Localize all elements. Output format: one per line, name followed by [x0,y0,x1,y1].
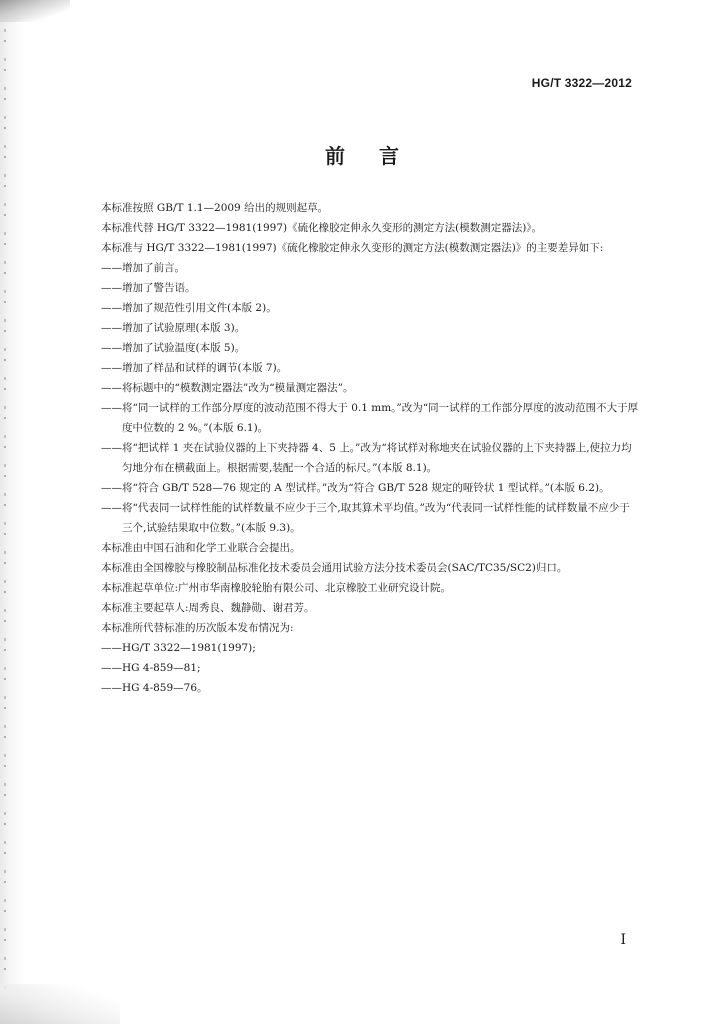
scan-bottom-corner-shadow [0,984,120,1024]
page-number: I [620,932,626,948]
history-item: ——HG 4-859—76。 [101,682,208,694]
page-title: 前言 [325,144,433,168]
change-item: ——将“把试样 1 夹在试验仪器的上下夹持器 4、5 上。”改为“将试样对称地夹在试验仪器的上下夹持器上,使拉力均匀地分布在横截面上。根据需要,装配一个合适的标尺。”(本版 8.1)。 [101,442,632,474]
paragraph-drafters: 本标准主要起草人:周秀良、魏静勋、谢君芳。 [101,602,315,614]
paragraph-drafting-units: 本标准起草单位:广州市华南橡胶轮胎有限公司、北京橡胶工业研究设计院。 [101,582,452,594]
change-item: ——将“符合 GB/T 528—76 规定的 A 型试样。”改为“符合 GB/T 528 规定的哑铃状 1 型试样。”(本版 6.2)。 [101,482,610,494]
change-item: ——增加了试验温度(本版 5)。 [101,342,246,354]
history-item: ——HG 4-859—81; [101,662,201,674]
paragraph-replaces: 本标准代替 HG/T 3322—1981(1997)《硫化橡胶定伸永久变形的测定方法(模数测定器法)》。 [101,222,543,234]
paragraph-responsible-committee: 本标准由全国橡胶与橡胶制品标准化技术委员会通用试验方法分技术委员会(SAC/TC35/SC2)归口。 [101,562,568,574]
change-item: ——将标题中的“模数测定器法”改为“模量测定器法”。 [101,382,354,394]
paragraph-history-intro: 本标准所代替标准的历次版本发布情况为: [101,622,294,634]
change-item: ——将“代表同一试样性能的试样数量不应少于三个,取其算术平均值。”改为“代表同一试样性能的试样数量不应少于三个,试验结果取中位数。”(本版 9.3)。 [101,502,630,534]
change-item: ——增加了前言。 [101,262,185,274]
paragraph-proposer: 本标准由中国石油和化学工业联合会提出。 [101,542,301,554]
change-item: ——增加了样品和试样的调节(本版 7)。 [101,362,288,374]
standard-code-header: HG/T 3322—2012 [531,76,632,90]
scan-top-corner-shadow [0,0,70,22]
change-item: ——将“同一试样的工作部分厚度的波动范围不得大于 0.1 mm。”改为“同一试样的工作部分厚度的波动范围不大于厚度中位数的 2 %。”(本版 6.1)。 [101,402,639,434]
paragraph-drafting-rules: 本标准按照 GB/T 1.1—2009 给出的规则起草。 [101,202,329,214]
foreword-body [80,198,640,698]
change-item: ——增加了警告语。 [101,282,196,294]
history-item: ——HG/T 3322—1981(1997); [101,642,256,654]
change-item: ——增加了规范性引用文件(本版 2)。 [101,302,277,314]
change-item: ——增加了试验原理(本版 3)。 [101,322,246,334]
paragraph-differences-intro: 本标准与 HG/T 3322—1981(1997)《硫化橡胶定伸永久变形的测定方法(模数测定器法)》的主要差异如下: [101,242,604,254]
